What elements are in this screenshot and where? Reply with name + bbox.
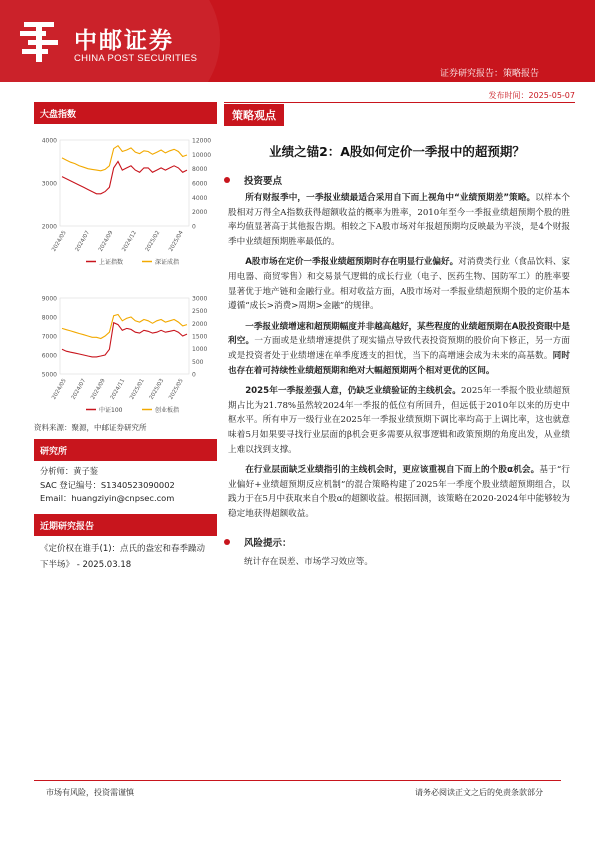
left-tick-label: 5000 <box>41 371 57 379</box>
right-tick-label: 8000 <box>192 166 208 174</box>
report-header <box>0 0 595 82</box>
x-tick-label: 2025/03 <box>148 378 166 401</box>
left-tick-label: 7000 <box>41 333 57 341</box>
key-points-label: 投资要点 <box>244 176 283 187</box>
right-tick-label: 12000 <box>192 137 212 145</box>
chart-2-container <box>34 288 217 418</box>
analyst-email: Email：huangziyin@cnpsec.com <box>40 493 175 503</box>
paragraph-lead: 一季报业绩增速和超预期幅度并非越高越好，某些程度的业绩超预期在A股投资眼中是利空。 <box>228 321 570 347</box>
publish-date: 发布时间：2025-05-07 <box>488 91 575 100</box>
x-tick-label: 2024/12 <box>121 230 138 253</box>
x-tick-label: 2024/05 <box>51 378 68 401</box>
series-line-2 <box>62 315 187 339</box>
report-title: 业绩之锚2：A股如何定价一季报中的超预期？ <box>269 144 525 159</box>
footer-divider <box>34 780 561 781</box>
chart-2 <box>34 288 217 418</box>
bullet-dot-icon <box>224 177 230 183</box>
recent-report-item[interactable]: 《定价权在谁手(1)：点氏的盎宏和春季躁动下半场》 - 2025.03.18 <box>40 543 206 570</box>
market-index-title: 大盘指数 <box>34 102 217 124</box>
key-points-body <box>224 191 570 521</box>
right-tick-label: 0 <box>192 223 196 231</box>
left-tick-label: 4000 <box>41 137 57 145</box>
paragraph-text: 对消费类行业（食品饮料、家用电器、商贸零售）和交易景气逻辑的成长行业（电子、医药生物、国防军工）的胜率要显著优于地产链和金融行业。相对收益方面，A股市场对一季报业绩超预期个股的定价基本遵循“成长>消费>周期>金融”的规律。 <box>228 257 570 312</box>
paragraph-text: 一方面或是业绩增速提供了现实锚点导致代表投资预期的股价向下修正，另一方面或是投资者处于业绩增速在单季度透支的担忧，当下的高增速会成为未来的高基数。 <box>228 336 570 361</box>
left-tick-label: 2000 <box>41 223 57 231</box>
key-point-paragraph <box>224 255 570 313</box>
chart-1 <box>34 130 217 270</box>
footer-risk-note: 市场有风险，投资需谨慎 <box>46 788 134 797</box>
x-tick-label: 2025/01 <box>129 378 146 401</box>
right-tick-label: 0 <box>192 371 196 379</box>
legend-label: 中证100 <box>99 407 123 414</box>
report-type: 证券研究报告：策略报告 <box>439 69 539 79</box>
risk-label: 风险提示： <box>244 538 292 550</box>
main-content <box>224 104 570 567</box>
left-tick-label: 9000 <box>41 295 57 303</box>
chart-1-container <box>34 130 217 270</box>
source-note: 资料来源：聚源，中邮证券研究所 <box>34 423 147 432</box>
plot-area <box>60 140 189 226</box>
company-name-en: CHINA POST SECURITIES <box>74 53 198 64</box>
right-tick-label: 4000 <box>192 194 208 202</box>
x-tick-label: 2024/09 <box>90 378 107 401</box>
footer-disclaimer: 请务必阅读正文之后的免责条款部分 <box>415 788 543 797</box>
right-tick-label: 500 <box>192 358 204 366</box>
x-tick-label: 2024/11 <box>109 378 127 401</box>
legend-label: 创业板指 <box>155 407 180 414</box>
series-line-2 <box>62 146 187 171</box>
section-label: 策略观点 <box>224 104 284 126</box>
risk-text: 统计存在误差、市场学习效应等。 <box>244 557 373 568</box>
left-tick-label: 6000 <box>41 352 57 360</box>
x-tick-label: 2025/04 <box>168 230 185 253</box>
left-tick-label: 3000 <box>41 180 57 188</box>
right-tick-label: 2000 <box>192 209 208 217</box>
paragraph-lead: A股市场在定价一季报业绩超预期时存在明显行业偏好。 <box>245 257 459 268</box>
analyst-sac: SAC 登记编号：S1340523090002 <box>40 479 175 490</box>
china-post-logo-icon <box>20 20 58 62</box>
key-point-paragraph <box>224 191 570 249</box>
analyst-title: 研究所 <box>34 439 217 461</box>
legend-label: 深证成指 <box>155 259 180 266</box>
key-point-paragraph <box>224 320 570 378</box>
legend-label: 上证指数 <box>99 259 124 266</box>
paragraph-lead: 在行业层面缺乏业绩指引的主线机会时，更应该重视自下而上的个股α机会。 <box>245 465 540 476</box>
paragraph-text: 基于“行业偏好+业绩超预期反应机制”的混合策略构建了2025年一季度个股业绩超预期组合，以践力于在5月中获取来自个股α的超额收益。根据回测，该策略在2020-2024年中能够较为稳定地获得超额收益。 <box>228 465 570 519</box>
x-tick-label: 2024/09 <box>97 230 115 253</box>
right-tick-label: 1500 <box>192 333 208 341</box>
key-points-heading <box>224 173 570 187</box>
risk-heading <box>224 535 570 549</box>
x-tick-label: 2024/05 <box>51 230 68 253</box>
paragraph-text: 2025年一季报个股业绩超预期占比为21.78%虽然较2024年一季报的低位有所回升，但远低于2010年以来的历史中枢水平。所有申万一级行业在2025年一季报业绩预期下调比率均高于上调比率，这也就意味着5月如果要寻找行业层面的β机会更多需要从叙事逻辑和政策预期的角度出发，从业绩上难以找到支撑。 <box>228 386 570 455</box>
recent-reports-title: 近期研究报告 <box>34 514 217 536</box>
x-tick-label: 2025/02 <box>144 230 162 253</box>
series-line-1 <box>62 323 187 357</box>
left-tick-label: 8000 <box>41 314 57 322</box>
bullet-dot-icon <box>224 539 230 545</box>
right-tick-label: 10000 <box>192 151 212 159</box>
key-point-paragraph <box>224 384 570 457</box>
right-tick-label: 6000 <box>192 180 208 188</box>
x-tick-label: 2024/07 <box>70 378 88 401</box>
x-tick-label: 2025/05 <box>168 378 185 401</box>
analyst-name: 分析师：黄子鉴 <box>40 466 99 476</box>
sidebar <box>34 102 217 578</box>
right-tick-label: 2500 <box>192 308 208 316</box>
key-point-paragraph <box>224 463 570 521</box>
header-divider <box>224 102 575 103</box>
x-tick-label: 2024/07 <box>74 230 92 253</box>
company-name-cn: 中邮证券 <box>74 28 174 54</box>
right-tick-label: 2000 <box>192 320 208 328</box>
right-tick-label: 3000 <box>192 295 208 303</box>
paragraph-lead: 所有财报季中，一季报业绩最适合采用自下而上视角中“业绩预期差”策略。 <box>245 193 536 203</box>
paragraph-text: 以样本个股相对万得全A指数获得超额收益的概率为胜率，2010年至今一季报业绩超预期个股的胜率均值显著高于其他报告期。相较之下A股市场对年报超预期均反映最为平淡，是4个财报季中业绩超预期胜率最低的。 <box>228 193 570 247</box>
paragraph-emphasis: 同时也存在着可持续性业绩超预期和绝对大幅超预期两个相对更优的区间。 <box>228 350 570 376</box>
analyst-info <box>34 461 217 510</box>
paragraph-lead: 2025年一季报差强人意，仍缺乏业绩验证的主线机会。 <box>245 386 461 397</box>
plot-area <box>60 298 189 374</box>
right-tick-label: 1000 <box>192 346 208 354</box>
